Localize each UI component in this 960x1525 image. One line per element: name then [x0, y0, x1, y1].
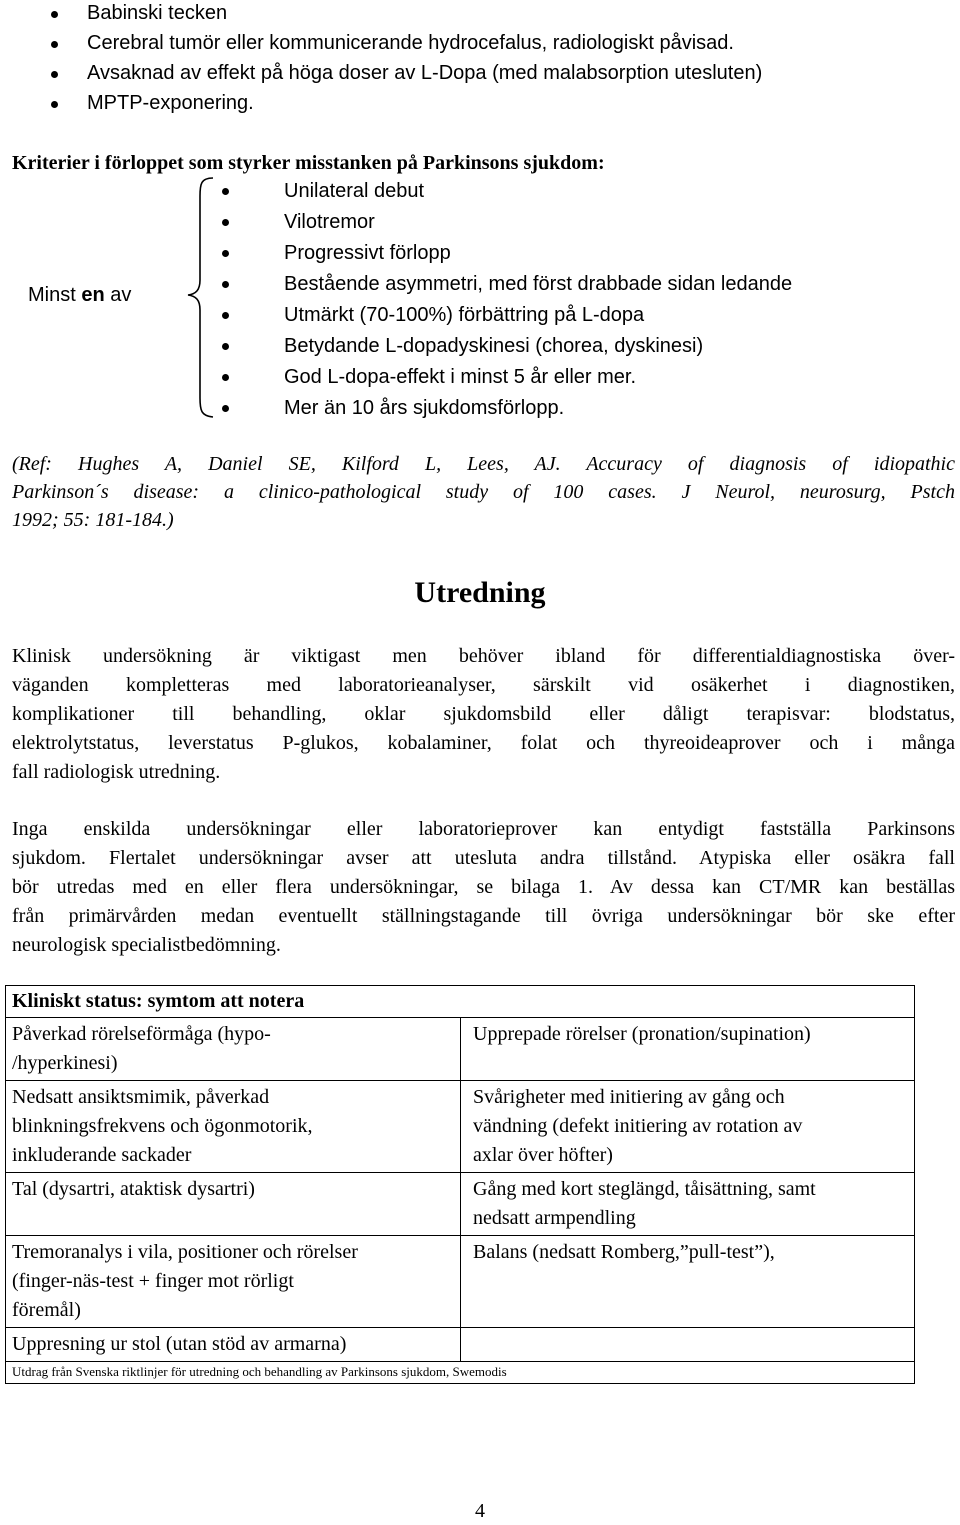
paragraph-line: sjukdom. Flertalet undersökningar avser att utesluta andra tillstånd. Atypiska eller osäkra fall	[12, 847, 955, 869]
paragraph-2	[12, 815, 955, 960]
table-cell	[461, 1328, 915, 1362]
table-cell: Svårigheter med initiering av gång och vändning (defekt initiering av rotation av axlar över höfter)	[461, 1081, 915, 1173]
table-cell: Nedsatt ansiktsmimik, påverkad blinkningsfrekvens och ögonmotorik, inkluderande sackader	[6, 1081, 461, 1173]
table-row	[6, 1081, 915, 1173]
bullet-icon	[51, 71, 58, 78]
criteria-item: Betydande L-dopadyskinesi (chorea, dyskinesi)	[284, 335, 704, 357]
criteria-item: Vilotremor	[284, 211, 375, 233]
bullet-icon	[222, 188, 229, 195]
criteria-item: Unilateral debut	[284, 180, 425, 202]
table-cell: Påverkad rörelseförmåga (hypo- /hyperkinesi)	[6, 1018, 461, 1081]
page-number: 4	[475, 1500, 485, 1522]
paragraph-line: fall radiologisk utredning.	[12, 761, 221, 783]
list-item: Babinski tecken	[87, 2, 228, 24]
paragraph-line: väganden kompletteras med laboratorieanalyser, särskilt vid osäkerhet i diagnostiken,	[12, 674, 955, 696]
bullet-icon	[222, 250, 229, 257]
table-title: Kliniskt status: symtom att notera	[6, 986, 915, 1018]
table-cell: Tal (dysartri, ataktisk dysartri)	[6, 1173, 461, 1236]
paragraph-line: komplikationer till behandling, oklar sjukdomsbild eller dåligt terapisvar: blodstatus,	[12, 703, 955, 725]
reference-line: Parkinson´s disease: a clinico-pathological study of 100 cases. J Neurol, neurosurg, Pstch	[12, 481, 955, 503]
bullet-icon	[222, 281, 229, 288]
table-cell: Gång med kort steglängd, tåisättning, samt nedsatt armpendling	[461, 1173, 915, 1236]
list-item: Cerebral tumör eller kommunicerande hydrocefalus, radiologiskt påvisad.	[87, 32, 734, 54]
table-row	[6, 1236, 915, 1328]
clinical-status-table	[5, 985, 915, 1384]
table-row	[6, 1173, 915, 1236]
paragraph-line: neurologisk specialistbedömning.	[12, 934, 281, 956]
table-cell: Upprepade rörelser (pronation/supination)	[461, 1018, 915, 1081]
table-cell: Tremoranalys i vila, positioner och rörelser (finger-näs-test + finger mot rörligt föremål)	[6, 1236, 461, 1328]
criteria-item: Progressivt förlopp	[284, 242, 451, 264]
bullet-icon	[222, 405, 229, 412]
paragraph-line: Klinisk undersökning är viktigast men behöver ibland för differentialdiagnostiska över-	[12, 645, 955, 667]
list-item: MPTP-exponering.	[87, 92, 254, 114]
criteria-item: Utmärkt (70-100%) förbättring på L-dopa	[284, 304, 645, 326]
list-item: Avsaknad av effekt på höga doser av L-Dopa (med malabsorption utesluten)	[87, 62, 763, 84]
table-cell: Balans (nedsatt Romberg,”pull-test”),	[461, 1236, 915, 1328]
minst-en-av-label: Minst en av	[28, 284, 132, 306]
section-title: Utredning	[414, 576, 546, 609]
criteria-item: God L-dopa-effekt i minst 5 år eller mer.	[284, 366, 637, 388]
table-footnote: Utdrag från Svenska riktlinjer för utredning och behandling av Parkinsons sjukdom, Swemodis	[6, 1362, 915, 1384]
bullet-icon	[51, 11, 58, 18]
table-row	[6, 1018, 915, 1081]
paragraph-line: elektrolytstatus, leverstatus P-glukos, kobalaminer, folat och thyreoideaprover och i många	[12, 732, 955, 754]
bullet-icon	[222, 312, 229, 319]
reference	[12, 450, 955, 534]
bullet-icon	[222, 374, 229, 381]
bullet-icon	[51, 41, 58, 48]
paragraph-line: bör utredas med en eller flera undersökningar, se bilaga 1. Av dessa kan CT/MR kan beställas	[12, 876, 955, 898]
reference-line: (Ref: Hughes A, Daniel SE, Kilford L, Lees, AJ. Accuracy of diagnosis of idiopathic	[12, 453, 955, 475]
table-row	[6, 1328, 915, 1362]
criteria-item: Bestående asymmetri, med först drabbade sidan ledande	[284, 273, 793, 295]
table-cell: Uppresning ur stol (utan stöd av armarna)	[6, 1328, 461, 1362]
paragraph-1	[12, 642, 955, 787]
reference-line: 1992; 55: 181-184.)	[12, 509, 174, 531]
bullet-icon	[222, 343, 229, 350]
paragraph-line: Inga enskilda undersökningar eller laboratorieprover kan entydigt fastställa Parkinsons	[12, 818, 955, 840]
criteria-heading: Kriterier i förloppet som styrker misstanken på Parkinsons sjukdom:	[12, 152, 605, 174]
paragraph-line: från primärvården medan eventuellt ställningstagande till övriga undersökningar bör ske efter	[12, 905, 955, 927]
bullet-icon	[222, 219, 229, 226]
curly-brace-icon	[186, 176, 216, 420]
bullet-icon	[51, 101, 58, 108]
criteria-item: Mer än 10 års sjukdomsförlopp.	[284, 397, 565, 419]
